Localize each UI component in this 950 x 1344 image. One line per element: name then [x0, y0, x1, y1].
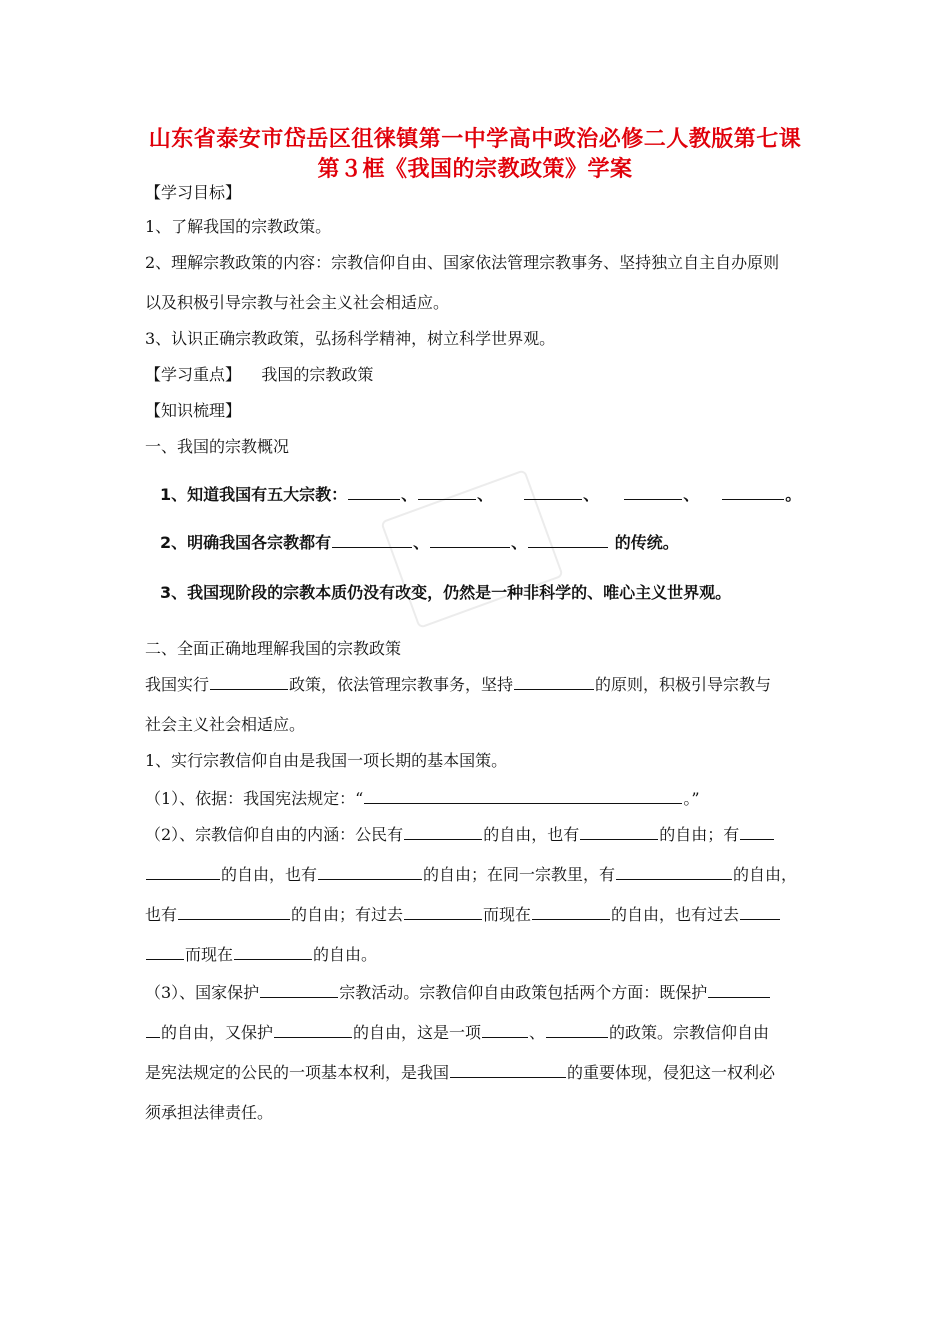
text: （1）、依据：我国宪法规定：“: [145, 789, 364, 808]
goal-2-line2: 以及积极引导宗教与社会主义社会相适应。: [145, 293, 450, 312]
blank[interactable]: [528, 546, 608, 548]
text: 的自由，又保护: [161, 1023, 274, 1042]
focus-row: [145, 362, 373, 385]
blank[interactable]: [708, 996, 770, 998]
q2-row: [160, 530, 679, 553]
text: 政策，依法管理宗教事务，坚持: [289, 675, 514, 694]
text: 的自由。: [313, 945, 378, 964]
text: 的自由；有: [659, 825, 740, 844]
separator: 、: [583, 485, 600, 504]
q1-row: [160, 482, 801, 505]
blank[interactable]: [418, 498, 476, 500]
focus-heading: 【学习重点】: [145, 365, 242, 384]
text: 的自由；在同一宗教里，有: [423, 865, 616, 884]
point-1: 1、实行宗教信仰自由是我国一项长期的基本国策。: [145, 751, 508, 770]
goal-3: 3、认识正确宗教政策，弘扬科学精神，树立科学世界观。: [145, 329, 556, 348]
text: 。”: [683, 789, 700, 808]
blank[interactable]: [404, 838, 482, 840]
blank[interactable]: [524, 498, 582, 500]
blank[interactable]: [234, 958, 312, 960]
text: 的自由，也有: [483, 825, 580, 844]
blank[interactable]: [450, 1076, 566, 1078]
blank[interactable]: [624, 498, 682, 500]
blank[interactable]: [178, 918, 290, 920]
text: 而现在: [185, 945, 234, 964]
q2-suffix: 的传统。: [614, 533, 679, 552]
blank[interactable]: [580, 838, 658, 840]
doc-title-line2: 第３框《我国的宗教政策》学案: [317, 156, 633, 182]
text: 的政策。宗教信仰自由: [609, 1023, 770, 1042]
blank[interactable]: [616, 878, 732, 880]
blank[interactable]: [332, 546, 412, 548]
meaning-line2: [145, 862, 797, 885]
blank[interactable]: [430, 546, 510, 548]
separator: 、: [477, 485, 494, 504]
blank[interactable]: [514, 688, 594, 690]
blank[interactable]: [348, 498, 400, 500]
meaning-line4: [145, 942, 377, 965]
section-1-title: 一、我国的宗教概况: [145, 437, 290, 456]
text: （3）、国家保护: [145, 983, 260, 1002]
goal-1: 1、了解我国的宗教政策。: [145, 217, 332, 236]
text: 的重要体现，侵犯这一权利必: [567, 1063, 776, 1082]
blank[interactable]: [740, 838, 774, 840]
protect-line3: [145, 1060, 775, 1083]
text: 的自由，也有: [221, 865, 318, 884]
q2-prefix: 2、明确我国各宗教都有: [160, 533, 332, 552]
blank[interactable]: [404, 918, 482, 920]
text: 我国实行: [145, 675, 210, 694]
text: 的自由，也有过去: [611, 905, 740, 924]
text: 而现在: [483, 905, 532, 924]
blank[interactable]: [532, 918, 610, 920]
goal-2-line1: 2、理解宗教政策的内容：宗教信仰自由、国家依法管理宗教事务、坚持独立自主自办原则: [145, 253, 780, 272]
blank[interactable]: [740, 918, 780, 920]
protect-line1: [145, 980, 771, 1003]
text: （2）、宗教信仰自由的内涵：公民有: [145, 825, 404, 844]
blank[interactable]: [146, 958, 184, 960]
text: 、: [529, 1023, 546, 1042]
text: 的自由；有过去: [291, 905, 404, 924]
meaning-line1: [145, 822, 775, 845]
section-2-title: 二、全面正确地理解我国的宗教政策: [145, 639, 402, 658]
blank[interactable]: [260, 996, 338, 998]
blank[interactable]: [364, 802, 682, 804]
blank[interactable]: [146, 1036, 160, 1038]
focus-text: 我国的宗教政策: [261, 365, 374, 384]
protect-line2: [145, 1020, 769, 1043]
blank[interactable]: [318, 878, 422, 880]
separator: 、: [511, 533, 528, 552]
blank[interactable]: [210, 688, 288, 690]
doc-title-line1: 山东省泰安市岱岳区徂徕镇第一中学高中政治必修二人教版第七课: [148, 126, 802, 152]
q3: 3、我国现阶段的宗教本质仍没有改变，仍然是一种非科学的、唯心主义世界观。: [160, 583, 732, 602]
blank[interactable]: [274, 1036, 352, 1038]
policy-line2: 社会主义社会相适应。: [145, 715, 306, 734]
text: 的自由，这是一项: [353, 1023, 482, 1042]
text: 的自由，: [733, 865, 798, 884]
knowledge-heading: 【知识梳理】: [145, 401, 242, 420]
learning-goals-heading: 【学习目标】: [145, 183, 242, 202]
protect-line4: 须承担法律责任。: [145, 1103, 274, 1122]
blank[interactable]: [482, 1036, 528, 1038]
q1-prefix: 1、知道我国有五大宗教：: [160, 485, 348, 504]
text: 是宪法规定的公民的一项基本权利，是我国: [145, 1063, 450, 1082]
basis-row: [145, 786, 700, 809]
text: 也有: [145, 905, 178, 924]
blank[interactable]: [146, 878, 220, 880]
text: 的原则，积极引导宗教与: [595, 675, 772, 694]
meaning-line3: [145, 902, 781, 925]
blank[interactable]: [722, 498, 784, 500]
separator: 、: [413, 533, 430, 552]
separator: 、: [683, 485, 700, 504]
text: 宗教活动。宗教信仰自由政策包括两个方面：既保护: [339, 983, 708, 1002]
period: 。: [785, 485, 802, 504]
policy-line1: [145, 672, 771, 695]
separator: 、: [401, 485, 418, 504]
blank[interactable]: [546, 1036, 608, 1038]
